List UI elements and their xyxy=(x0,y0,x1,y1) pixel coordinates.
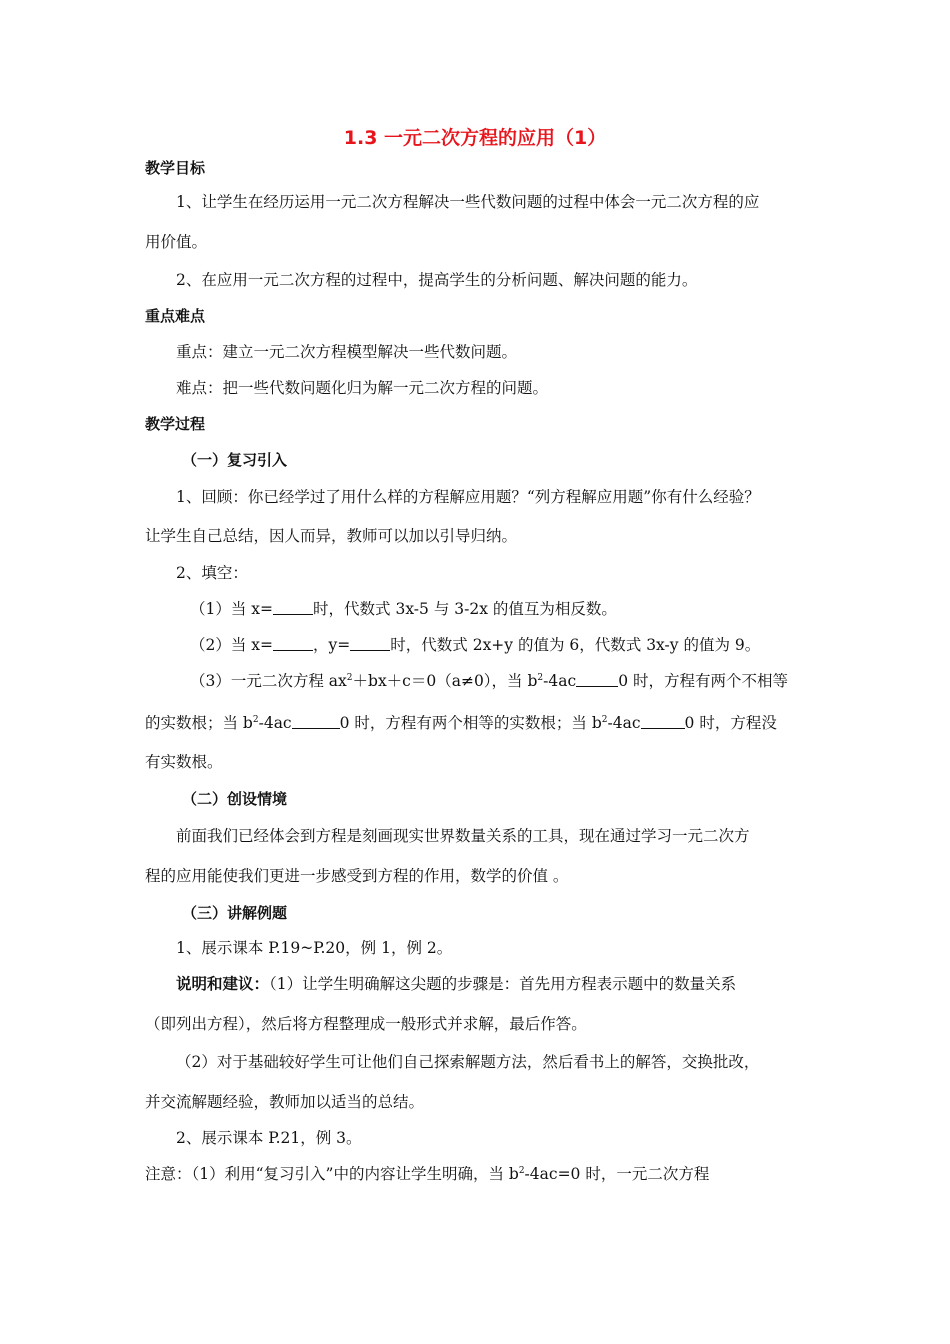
answer-blank xyxy=(273,636,313,651)
example-note-cont: （即列出方程），然后将方程整理成一般形式并求解，最后作答。 xyxy=(145,1015,587,1033)
goals-item-1: 1、让学生在经历运用一元二次方程解决一些代数问题的过程中体会一元二次方程的应 xyxy=(176,193,760,211)
attention-note: 注意：（1）利用“复习引入”中的内容让学生明确，当 $b^2-4ac=0$ 时，一元二次方程 xyxy=(145,1165,710,1183)
scenario-text-cont: 程的应用能使我们更进一步感受到方程的作用，数学的价值 。 xyxy=(145,867,569,885)
example-note: 说明和建议：（1）让学生明确解这尖题的步骤是：首先用方程表示题中的数量关系 xyxy=(176,975,737,993)
goals-heading: 教学目标 xyxy=(145,159,206,177)
answer-blank xyxy=(273,600,313,615)
review-q1-cont: 让学生自己总结，因人而异，教师可以加以引导归纳。 xyxy=(145,527,518,545)
goals-item-1-cont: 用价值。 xyxy=(145,233,208,251)
example-note-2-cont: 并交流解题经验，教师加以适当的总结。 xyxy=(145,1093,425,1111)
review-q1: 1、回顾：你已经学过了用什么样的方程解应用题？“列方程解应用题”你有什么经验？ xyxy=(176,488,760,506)
example-1: 1、展示课本 P.19~P.20，例 1，例 2。 xyxy=(176,939,453,957)
key-heading: 重点难点 xyxy=(145,307,206,325)
examples-heading: （三）讲解例题 xyxy=(182,904,288,922)
scenario-text: 前面我们已经体会到方程是刻画现实世界数量关系的工具，现在通过学习一元二次方 xyxy=(176,827,750,845)
review-q2: 2、填空： xyxy=(176,564,248,582)
key-focus: 重点：建立一元二次方程模型解决一些代数问题。 xyxy=(176,343,518,361)
fill-item-3-cont: 的实数根；当 $b^2-4ac$ 0 时，方程有两个相等的实数根；当 $b^2-4ac$ 0 时，方程没 xyxy=(145,714,777,732)
answer-blank xyxy=(350,636,390,651)
goals-item-2: 2、在应用一元二次方程的过程中，提高学生的分析问题、解决问题的能力。 xyxy=(176,271,698,289)
scenario-heading: （二）创设情境 xyxy=(182,790,288,808)
answer-blank xyxy=(641,714,685,729)
review-heading: （一）复习引入 xyxy=(182,451,288,469)
process-heading: 教学过程 xyxy=(145,415,206,433)
answer-blank xyxy=(292,714,340,729)
fill-item-1: （1）当 x= 时，代数式 3x-5 与 3-2x 的值互为相反数。 xyxy=(190,600,617,618)
answer-blank xyxy=(576,672,618,687)
page-title: 1.3 一元二次方程的应用（1） xyxy=(343,127,607,149)
fill-item-3-end: 有实数根。 xyxy=(145,753,223,771)
note-label: 说明和建议： xyxy=(176,975,270,993)
example-note-2: （2）对于基础较好学生可让他们自己探索解题方法，然后看书上的解答，交换批改， xyxy=(176,1053,760,1071)
fill-item-2: （2）当 x= ，y= 时，代数式 2x+y 的值为 6，代数式 3x-y 的值为 9。 xyxy=(190,636,761,654)
key-difficulty: 难点：把一些代数问题化归为解一元二次方程的问题。 xyxy=(176,379,549,397)
fill-item-3: （3）一元二次方程 $ax^2+bx+c=0(a\ne 0)$，当 $b^2-4ac$ 0 时，方程有两个不相等 xyxy=(190,672,788,690)
example-2: 2、展示课本 P.21，例 3。 xyxy=(176,1129,362,1147)
